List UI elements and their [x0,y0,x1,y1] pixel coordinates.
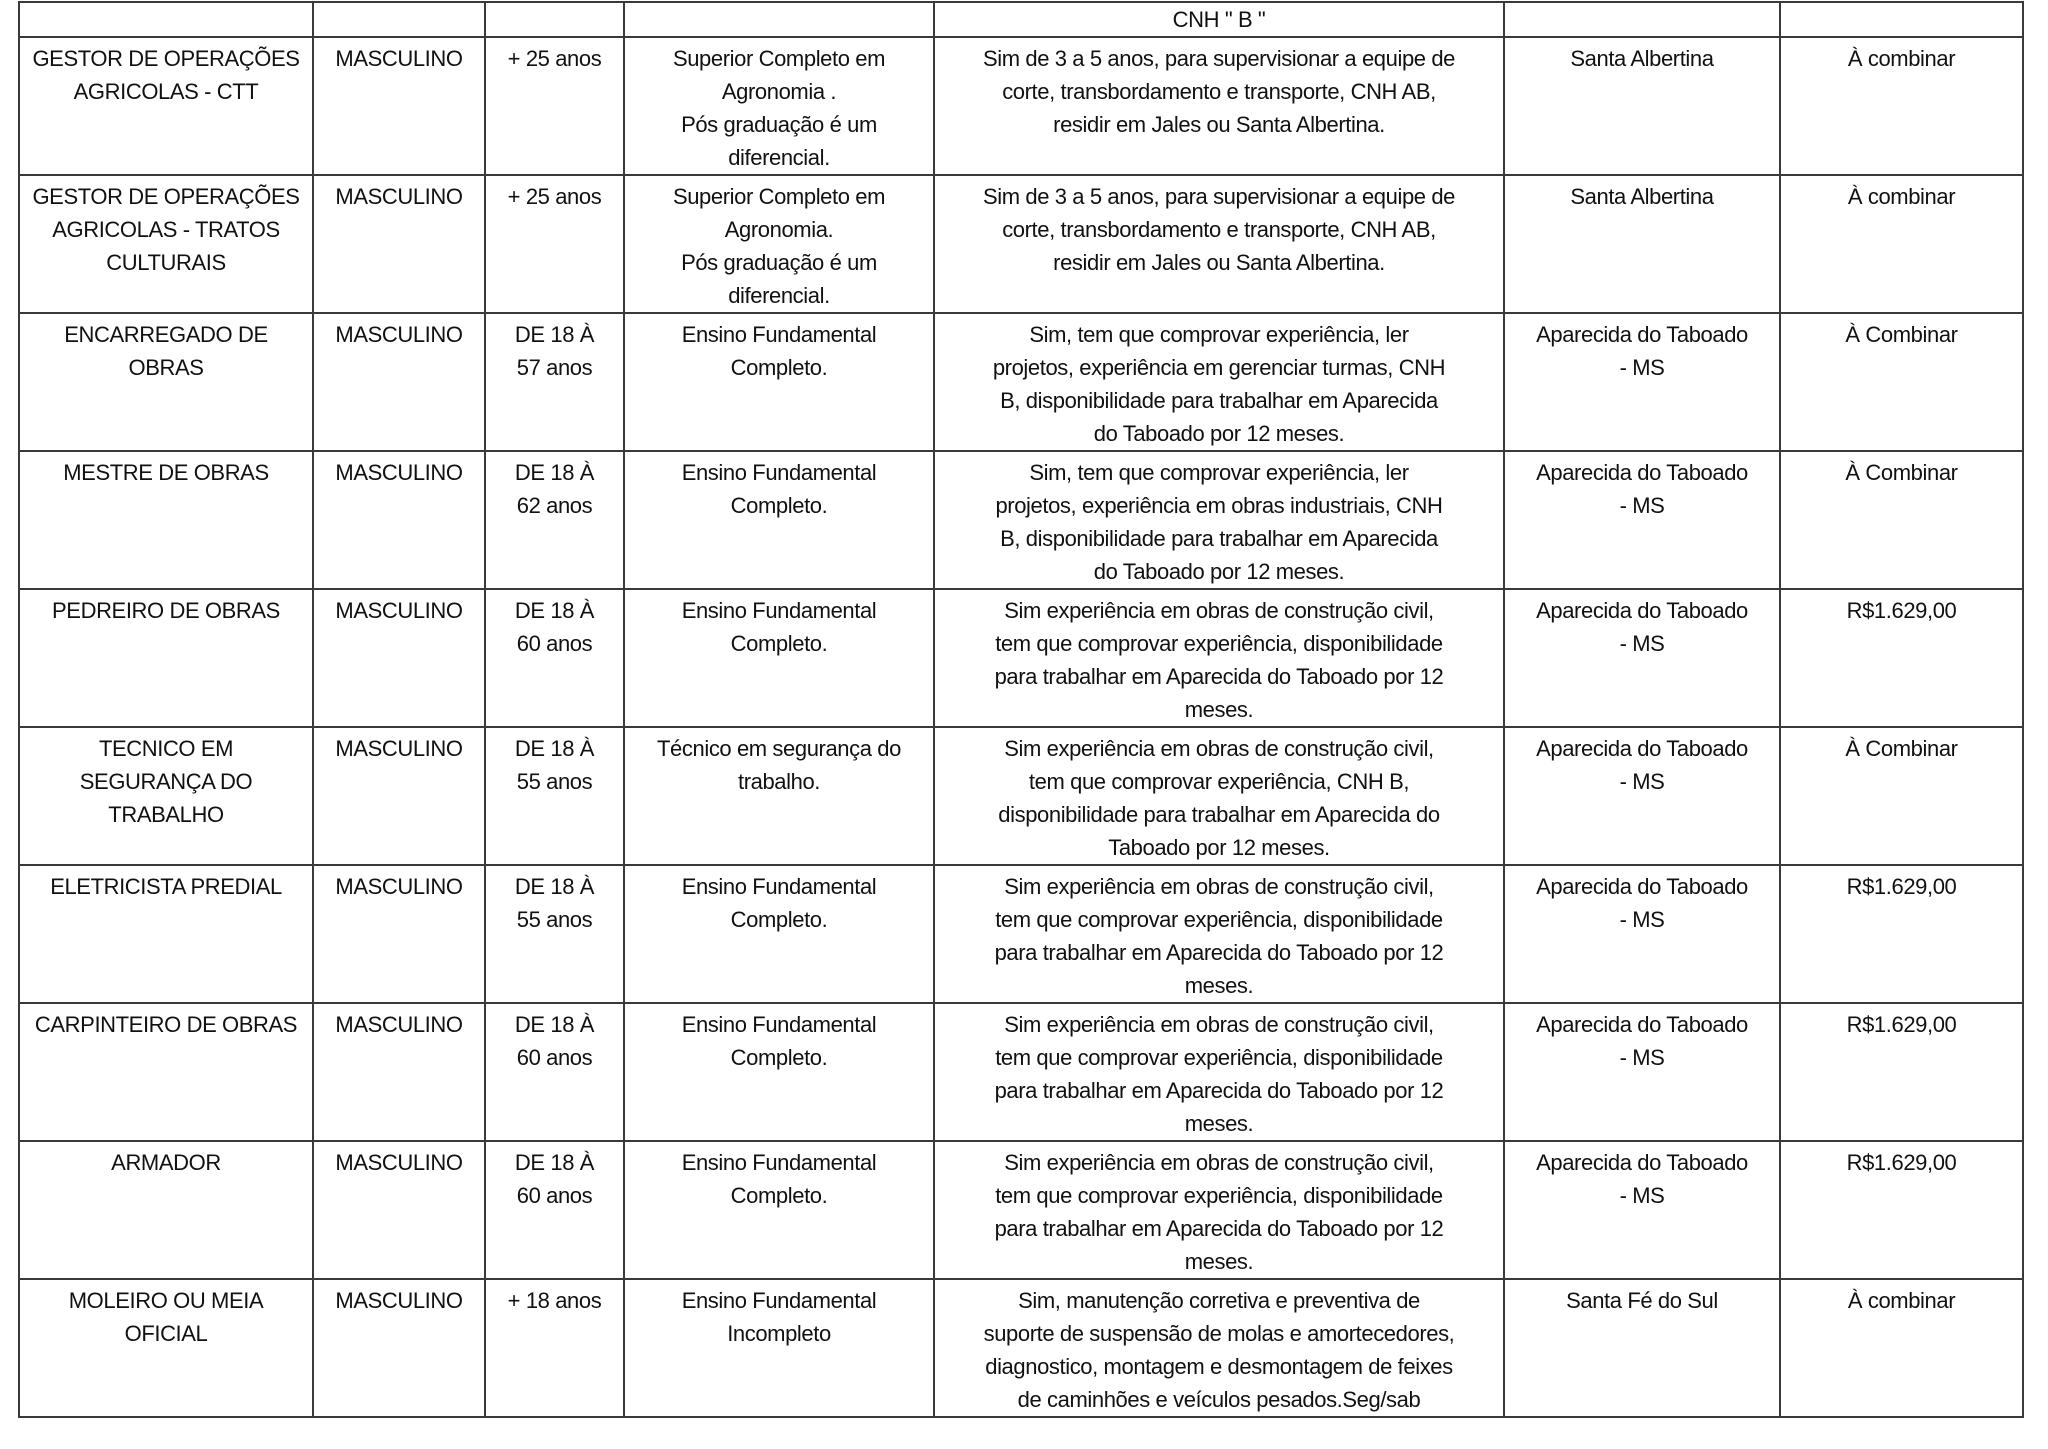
cell-text-line: tem que comprovar experiência, disponibilidade [995,1183,1443,1208]
cell-text-line: Sim experiência em obras de construção civil, [1004,874,1434,899]
cell-cidade [1504,37,1780,175]
cell-escolaridade [624,451,934,589]
cell-text-line: Ensino Fundamental [681,874,877,899]
cell-text-line: projetos, experiência em gerenciar turmas, CNH [992,355,1446,380]
cell-idade [485,175,624,313]
cell-cargo [19,313,313,451]
cell-experiencia [934,1141,1504,1279]
cell-text-line: PEDREIRO DE OBRAS [52,598,280,623]
cell-text-line: Santa Albertina [1570,184,1714,209]
cell-text-line: Ensino Fundamental [681,598,877,623]
cell-idade [485,2,624,37]
cell-text-line: CARPINTEIRO DE OBRAS [34,1012,298,1037]
cell-escolaridade [624,1279,934,1417]
cell-idade [485,37,624,175]
cell-text-line: À Combinar [1845,322,1958,347]
cell-escolaridade [624,37,934,175]
cell-text-line: disponibilidade para trabalhar em Aparecida do [998,802,1440,827]
cell-text-line: do Taboado por 12 meses. [1093,559,1345,584]
cell-text-line: À combinar [1847,1288,1956,1313]
cell-cidade [1504,2,1780,37]
cell-text-line: MASCULINO [335,736,463,761]
cell-text-line: 60 anos [516,1045,593,1070]
cell-text-line: DE 18 À [514,598,595,623]
cell-salario [1780,727,2023,865]
cell-experiencia [934,727,1504,865]
cell-text-line: para trabalhar em Aparecida do Taboado por 12 [994,940,1444,965]
cell-text-line: Aparecida do Taboado [1536,322,1748,347]
cell-idade [485,1279,624,1417]
table-row [19,1141,2023,1279]
cell-cargo [19,1003,313,1141]
cell-text-line: MASCULINO [335,1288,463,1313]
cell-text-line: Completo. [730,1045,828,1070]
cell-experiencia [934,1279,1504,1417]
cell-experiencia [934,451,1504,589]
cell-text-line: MASCULINO [335,322,463,347]
cell-text-line: Sim de 3 a 5 anos, para supervisionar a equipe de [982,46,1456,71]
cell-text-line: diferencial. [728,283,830,308]
cell-text-line: MASCULINO [335,1150,463,1175]
cell-text-line: para trabalhar em Aparecida do Taboado por 12 [994,664,1444,689]
cell-escolaridade [624,313,934,451]
cell-idade [485,727,624,865]
cell-text-line: Ensino Fundamental [681,1012,877,1037]
cell-text-line: 55 anos [516,907,593,932]
cell-cidade [1504,1003,1780,1141]
cell-cargo [19,727,313,865]
cell-sexo [313,37,485,175]
cell-experiencia [934,313,1504,451]
cell-text-line: SEGURANÇA DO [79,769,253,794]
cell-escolaridade [624,589,934,727]
cell-text-line: meses. [1184,1249,1254,1274]
cell-text-line: diagnostico, montagem e desmontagem de feixes [985,1354,1453,1379]
cell-text-line: TRABALHO [108,802,224,827]
cell-text-line: Pós graduação é um [681,250,877,275]
cell-text-line: OBRAS [128,355,204,380]
cell-text-line: ELETRICISTA PREDIAL [50,874,282,899]
cell-text-line: - MS [1619,1045,1665,1070]
cell-experiencia [934,37,1504,175]
cell-text-line: R$1.629,00 [1846,598,1957,623]
cell-text-line: - MS [1619,631,1665,656]
cell-experiencia [934,175,1504,313]
cell-salario [1780,175,2023,313]
cell-text-line: MASCULINO [335,1012,463,1037]
cell-text-line: Sim, tem que comprovar experiência, ler [1029,460,1409,485]
cell-text-line: MASCULINO [335,874,463,899]
cell-salario [1780,1141,2023,1279]
cell-text-line: Completo. [730,493,828,518]
cell-text-line: À combinar [1847,184,1956,209]
cell-text-line: Sim, manutenção corretiva e preventiva de [1018,1288,1420,1313]
cell-idade [485,313,624,451]
cell-text-line: MESTRE DE OBRAS [63,460,269,485]
cell-text-line: B, disponibilidade para trabalhar em Aparecida [1000,388,1438,413]
cell-text-line: Ensino Fundamental [681,322,877,347]
cell-text-line: - MS [1619,493,1665,518]
cell-idade [485,451,624,589]
cell-idade [485,1141,624,1279]
cell-salario [1780,589,2023,727]
cell-text-line: 55 anos [516,769,593,794]
cell-text-line: À combinar [1847,46,1956,71]
cell-text-line: Sim experiência em obras de construção civil, [1004,736,1434,761]
cell-text-line: R$1.629,00 [1846,874,1957,899]
cell-text-line: Superior Completo em [672,184,886,209]
cell-sexo [313,1141,485,1279]
cell-text-line: + 18 anos [507,1288,602,1313]
cell-text-line: corte, transbordamento e transporte, CNH AB, [1002,217,1436,242]
cell-text-line: Aparecida do Taboado [1536,598,1748,623]
cell-text-line: ENCARREGADO DE [64,322,268,347]
cell-text-line: ARMADOR [111,1150,221,1175]
cell-text-line: Ensino Fundamental [681,1150,877,1175]
cell-salario [1780,1003,2023,1141]
cell-experiencia [934,589,1504,727]
cell-experiencia [934,865,1504,1003]
cell-text-line: À Combinar [1845,460,1958,485]
cell-text-line: tem que comprovar experiência, CNH B, [1028,769,1410,794]
cell-salario [1780,313,2023,451]
cell-text-line: - MS [1619,1183,1665,1208]
cell-text-line: residir em Jales ou Santa Albertina. [1053,112,1385,137]
cell-text-line: meses. [1184,697,1254,722]
cell-sexo [313,2,485,37]
cell-salario [1780,37,2023,175]
cell-sexo [313,313,485,451]
cell-text-line: Santa Fé do Sul [1566,1288,1718,1313]
cell-text-line: Superior Completo em [672,46,886,71]
cell-text-line: Aparecida do Taboado [1536,736,1748,761]
cell-text-line: - MS [1619,355,1665,380]
cell-cidade [1504,727,1780,865]
cell-text-line: residir em Jales ou Santa Albertina. [1053,250,1385,275]
cell-text-line: OFICIAL [124,1321,208,1346]
cell-text-line: Ensino Fundamental [681,460,877,485]
cell-cargo [19,37,313,175]
cell-text-line: 60 anos [516,1183,593,1208]
cell-text-line: Sim experiência em obras de construção civil, [1004,1150,1434,1175]
cell-text-line: AGRICOLAS - CTT [73,79,259,104]
cell-cidade [1504,313,1780,451]
cell-text-line: Sim experiência em obras de construção civil, [1004,1012,1434,1037]
cell-text-line: meses. [1184,973,1254,998]
cell-text-line: para trabalhar em Aparecida do Taboado por 12 [994,1078,1444,1103]
cell-escolaridade [624,865,934,1003]
cell-text-line: MASCULINO [335,460,463,485]
cell-salario [1780,865,2023,1003]
cell-text-line: diferencial. [728,145,830,170]
cell-cidade [1504,1279,1780,1417]
cell-text-line: Sim experiência em obras de construção civil, [1004,598,1434,623]
cell-text-line: DE 18 À [514,874,595,899]
cell-text-line: Ensino Fundamental [681,1288,877,1313]
cell-text-line: para trabalhar em Aparecida do Taboado por 12 [994,1216,1444,1241]
cell-text-line: TECNICO EM [98,736,234,761]
cell-cargo [19,451,313,589]
table-row [19,727,2023,865]
cell-text-line: tem que comprovar experiência, disponibilidade [995,631,1443,656]
table-row [19,589,2023,727]
cell-text-line: MASCULINO [335,184,463,209]
cell-text-line: Agronomia. [724,217,834,242]
cell-text-line: Pós graduação é um [681,112,877,137]
cell-escolaridade [624,175,934,313]
cell-text-line: - MS [1619,769,1665,794]
cell-text-line: DE 18 À [514,1150,595,1175]
cell-text-line: À Combinar [1845,736,1958,761]
table-row [19,313,2023,451]
cell-text-line: Aparecida do Taboado [1536,874,1748,899]
cell-text-line: MOLEIRO OU MEIA [68,1288,264,1313]
cell-cargo [19,865,313,1003]
table-row-partial [19,2,2023,37]
cell-text-line: 57 anos [516,355,593,380]
table-row [19,865,2023,1003]
cell-sexo [313,451,485,589]
cell-sexo [313,1003,485,1141]
cell-text-line: Sim, tem que comprovar experiência, ler [1029,322,1409,347]
cell-text-line: Sim de 3 a 5 anos, para supervisionar a equipe de [982,184,1456,209]
cell-text-line: DE 18 À [514,736,595,761]
cell-text-line: Completo. [730,907,828,932]
cell-text-line: trabalho. [737,769,820,794]
cell-escolaridade [624,1141,934,1279]
cell-escolaridade [624,1003,934,1141]
cell-text-line: Completo. [730,1183,828,1208]
cell-cargo [19,2,313,37]
cell-text-line: de caminhões e veículos pesados.Seg/sab [1017,1387,1421,1412]
cell-text-line: B, disponibilidade para trabalhar em Aparecida [1000,526,1438,551]
cell-text-line: GESTOR DE OPERAÇÕES [32,46,300,71]
table-row [19,175,2023,313]
table-body [19,2,2023,1417]
cell-text-line: DE 18 À [514,322,595,347]
cell-text-line: MASCULINO [335,46,463,71]
cell-cargo [19,1279,313,1417]
cell-text-line: - MS [1619,907,1665,932]
cell-text-line: Taboado por 12 meses. [1108,835,1330,860]
cell-text-line: Completo. [730,631,828,656]
cell-salario [1780,451,2023,589]
cell-text-line: 62 anos [516,493,593,518]
cell-sexo [313,175,485,313]
cell-idade [485,589,624,727]
cell-cidade [1504,589,1780,727]
cell-cargo [19,1141,313,1279]
cell-idade [485,865,624,1003]
cell-cidade [1504,451,1780,589]
cell-text-line: corte, transbordamento e transporte, CNH AB, [1002,79,1436,104]
cell-text-line: + 25 anos [507,46,602,71]
cell-text-line: tem que comprovar experiência, disponibilidade [995,1045,1443,1070]
cell-experiencia: CNH " B " [934,2,1504,37]
cell-sexo [313,1279,485,1417]
cell-text-line: Santa Albertina [1570,46,1714,71]
cell-cargo [19,175,313,313]
cell-cargo [19,589,313,727]
cell-text-line: R$1.629,00 [1846,1150,1957,1175]
cell-text-line: meses. [1184,1111,1254,1136]
cell-idade [485,1003,624,1141]
cell-text-line: Aparecida do Taboado [1536,1150,1748,1175]
cell-text-line: CULTURAIS [106,250,226,275]
cell-text-line: R$1.629,00 [1846,1012,1957,1037]
cell-salario [1780,2,2023,37]
cell-text-line: MASCULINO [335,598,463,623]
cell-experiencia [934,1003,1504,1141]
cell-cidade [1504,865,1780,1003]
cell-text-line: Aparecida do Taboado [1536,460,1748,485]
cell-cidade [1504,1141,1780,1279]
cell-text-line: Agronomia . [721,79,837,104]
cell-text-line: 60 anos [516,631,593,656]
table-row [19,1279,2023,1417]
cell-sexo [313,589,485,727]
cell-cidade [1504,175,1780,313]
cell-text-line: Completo. [730,355,828,380]
cell-text-line: + 25 anos [507,184,602,209]
cell-text-line: Incompleto [727,1321,831,1346]
cell-sexo [313,865,485,1003]
cell-text-line: GESTOR DE OPERAÇÕES [32,184,300,209]
cell-text-line: tem que comprovar experiência, disponibilidade [995,907,1443,932]
table-row [19,451,2023,589]
table-row [19,1003,2023,1141]
cell-text-line: Técnico em segurança do [657,736,901,761]
cell-salario [1780,1279,2023,1417]
cell-text-line: do Taboado por 12 meses. [1093,421,1345,446]
cell-escolaridade [624,2,934,37]
cell-text-line: Aparecida do Taboado [1536,1012,1748,1037]
cell-text-line: AGRICOLAS - TRATOS [52,217,280,242]
cell-text-line: DE 18 À [514,1012,595,1037]
cell-text-line: DE 18 À [514,460,595,485]
cell-text-line: suporte de suspensão de molas e amortecedores, [983,1321,1455,1346]
cell-text-line: projetos, experiência em obras industriais, CNH [995,493,1443,518]
cell-escolaridade [624,727,934,865]
cell-sexo [313,727,485,865]
job-listings-table [18,1,2024,1418]
table-row [19,37,2023,175]
